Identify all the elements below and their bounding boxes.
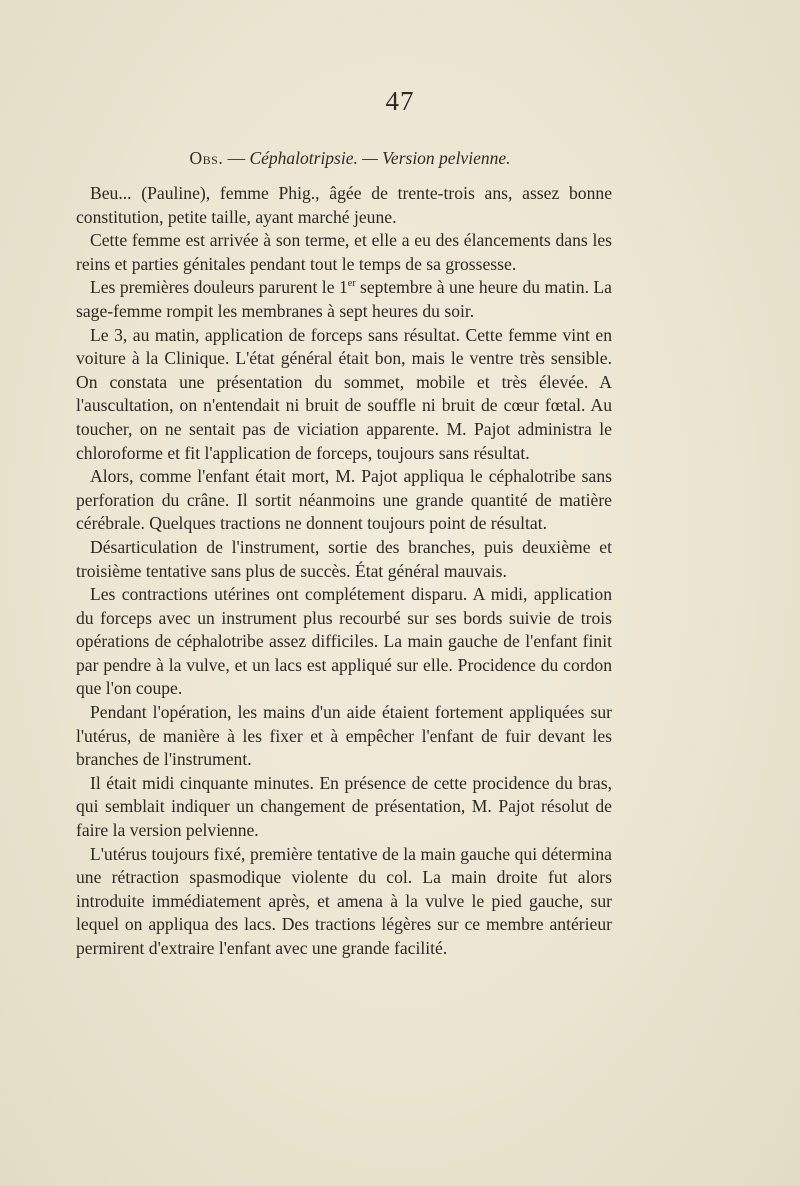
page-number: 47 (385, 86, 415, 116)
paragraph-6: Désarticulation de l'instrument, sortie des branches, puis deuxième et troisième tentative sans plus de succès. État général mauvais. (76, 536, 612, 581)
paragraph-4: Le 3, au matin, application de forceps sans résultat. Cette femme vint en voiture à la Clinique. L'état général était bon, mais le ventre très sensible. On constata une présentation du sommet, mobile et très élevée. A l'auscultation, on n'entendait ni bruit de souffle ni bruit de cœur fœtal. Au toucher, on ne sentait pas de viciation apparente. M. Pajot administra le chloroforme et fit l'application de forceps, toujours sans résultat. (76, 324, 612, 463)
heading-obs: Obs. (189, 148, 224, 168)
heading-dash: — (223, 148, 250, 168)
heading-title: Céphalotripsie. — Version pelvienne. (249, 148, 511, 168)
observation-heading (0, 148, 690, 169)
paragraph-8: Pendant l'opération, les mains d'un aide étaient fortement appliquées sur l'utérus, de manière à les fixer et à empêcher l'enfant de fuir devant les branches de l'instrument. (76, 702, 612, 770)
paragraph-3-after: septembre à une heure du matin. La sage-femme rompit les membranes à sept heures du soir. (76, 277, 612, 321)
ordinal-number: 1 (338, 277, 348, 298)
paragraph-3 (76, 276, 612, 323)
paragraph-3-before: Les premières douleurs parurent le (90, 277, 339, 298)
body-text (76, 182, 612, 961)
paragraph-1: Beu... (Pauline), femme Phig., âgée de trente-trois ans, assez bonne constitution, petite taille, ayant marché jeune. (76, 183, 612, 227)
paragraph-5: Alors, comme l'enfant était mort, M. Pajot appliqua le céphalotribe sans perforation du crâne. Il sortit néanmoins une grande quantité de matière cérébrale. Quelques tractions ne donnent toujours point de résultat. (76, 466, 612, 534)
paragraph-2: Cette femme est arrivée à son terme, et elle a eu des élancements dans les reins et parties génitales pendant tout le temps de sa grossesse. (76, 230, 612, 274)
paragraph-7: Les contractions utérines ont complétement disparu. A midi, application du forceps avec un instrument plus recourbé sur ses bords suivie de trois opérations de céphalotribe assez difficiles. La main gauche de l'enfant finit par pendre à la vulve, et un lacs est appliqué sur elle. Procidence du cordon que l'on coupe. (76, 584, 612, 699)
ordinal-suffix: er (347, 278, 356, 290)
paragraph-9: Il était midi cinquante minutes. En présence de cette procidence du bras, qui semblait indiquer un changement de présentation, M. Pajot résolut de faire la version pelvienne. (76, 772, 612, 841)
paragraph-10: L'utérus toujours fixé, première tentative de la main gauche qui détermina une rétraction spasmodique violente du col. La main droite fut alors introduite immédiatement après, et amena à la vulve le pied gauche, sur lequel on appliqua des lacs. Des tractions légères sur ce membre antérieur permirent d'extraire l'enfant avec une grande facilité. (76, 843, 612, 958)
